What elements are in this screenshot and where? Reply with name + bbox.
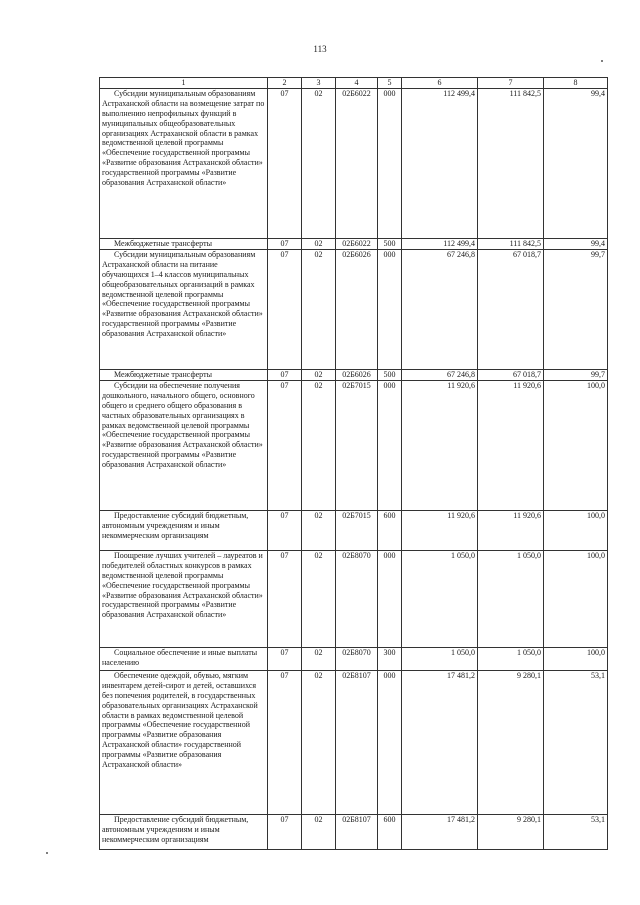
executed-amount: 67 018,7 (478, 369, 544, 380)
subsection-code: 02 (302, 380, 336, 510)
section-code: 07 (268, 647, 302, 670)
executed-amount: 11 920,6 (478, 380, 544, 510)
target-article-code: 02Б6022 (336, 238, 378, 249)
expense-type-code: 000 (378, 380, 402, 510)
execution-percent: 53,1 (544, 670, 608, 814)
executed-amount: 11 920,6 (478, 510, 544, 550)
row-name: Межбюджетные трансферты (100, 238, 268, 249)
execution-percent: 99,4 (544, 238, 608, 249)
planned-amount: 1 050,0 (402, 647, 478, 670)
target-article-code: 02Б7015 (336, 510, 378, 550)
planned-amount: 17 481,2 (402, 814, 478, 849)
header-cell-2: 2 (268, 78, 302, 89)
table-row (100, 88, 608, 238)
table-row (100, 814, 608, 849)
expense-type-code: 000 (378, 88, 402, 238)
expense-type-code: 000 (378, 670, 402, 814)
executed-amount: 1 050,0 (478, 550, 544, 647)
expense-type-code: 500 (378, 369, 402, 380)
target-article-code: 02Б8107 (336, 814, 378, 849)
execution-percent: 100,0 (544, 380, 608, 510)
row-name: Субсидии муниципальным образованиям Астраханской области на питание обучающихся 1–4 классов муниципальных общеобразовательных организаций в рамках ведомственной целевой программы «Обеспечение государственной программы «Развитие образования Астраханской области» государственной программы «Развитие образования Астраханской области» (100, 249, 268, 369)
execution-percent: 99,4 (544, 88, 608, 238)
subsection-code: 02 (302, 88, 336, 238)
section-code: 07 (268, 380, 302, 510)
section-code: 07 (268, 238, 302, 249)
expense-type-code: 000 (378, 550, 402, 647)
section-code: 07 (268, 88, 302, 238)
executed-amount: 1 050,0 (478, 647, 544, 670)
section-code: 07 (268, 550, 302, 647)
row-name: Предоставление субсидий бюджетным, автономным учреждениям и иным некоммерческим организациям (100, 510, 268, 550)
header-cell-6: 6 (402, 78, 478, 89)
planned-amount: 67 246,8 (402, 369, 478, 380)
executed-amount: 9 280,1 (478, 670, 544, 814)
execution-percent: 99,7 (544, 369, 608, 380)
table-row (100, 380, 608, 510)
execution-percent: 100,0 (544, 550, 608, 647)
planned-amount: 11 920,6 (402, 380, 478, 510)
planned-amount: 1 050,0 (402, 550, 478, 647)
section-code: 07 (268, 814, 302, 849)
subsection-code: 02 (302, 249, 336, 369)
table-row (100, 249, 608, 369)
page-number: 113 (313, 44, 327, 54)
table-row (100, 369, 608, 380)
budget-table (99, 77, 608, 850)
planned-amount: 112 499,4 (402, 88, 478, 238)
table-row (100, 238, 608, 249)
execution-percent: 99,7 (544, 249, 608, 369)
executed-amount: 67 018,7 (478, 249, 544, 369)
row-name: Социальное обеспечение и иные выплаты населению (100, 647, 268, 670)
header-cell-3: 3 (302, 78, 336, 89)
row-name: Межбюджетные трансферты (100, 369, 268, 380)
executed-amount: 111 842,5 (478, 88, 544, 238)
planned-amount: 112 499,4 (402, 238, 478, 249)
target-article-code: 02Б6026 (336, 369, 378, 380)
subsection-code: 02 (302, 510, 336, 550)
scan-speck (601, 60, 603, 62)
execution-percent: 53,1 (544, 814, 608, 849)
expense-type-code: 500 (378, 238, 402, 249)
subsection-code: 02 (302, 670, 336, 814)
target-article-code: 02Б8107 (336, 670, 378, 814)
table-row (100, 510, 608, 550)
expense-type-code: 300 (378, 647, 402, 670)
target-article-code: 02Б8070 (336, 647, 378, 670)
subsection-code: 02 (302, 369, 336, 380)
target-article-code: 02Б8070 (336, 550, 378, 647)
target-article-code: 02Б6026 (336, 249, 378, 369)
execution-percent: 100,0 (544, 510, 608, 550)
executed-amount: 9 280,1 (478, 814, 544, 849)
table-row (100, 670, 608, 814)
header-cell-7: 7 (478, 78, 544, 89)
row-name: Поощрение лучших учителей – лауреатов и победителей областных конкурсов в рамках ведомственной целевой программы «Обеспечение государственной программы «Развитие образования Астраханской области» государственной программы «Развитие образования Астраханской области» (100, 550, 268, 647)
expense-type-code: 600 (378, 510, 402, 550)
expense-type-code: 600 (378, 814, 402, 849)
section-code: 07 (268, 670, 302, 814)
row-name: Обеспечение одеждой, обувью, мягким инвентарем детей-сирот и детей, оставшихся без попечения родителей, в государственных образовательных организациях Астраханской области в рамках ведомственной целевой программы «Обеспечение государственной программы «Развитие образования Астраханской области» государственной программы «Развитие образования Астраханской области» (100, 670, 268, 814)
target-article-code: 02Б6022 (336, 88, 378, 238)
target-article-code: 02Б7015 (336, 380, 378, 510)
planned-amount: 17 481,2 (402, 670, 478, 814)
row-name: Субсидии муниципальным образованиям Астраханской области на возмещение затрат по выполнению непрофильных функций в муниципальных общеобразовательных организациях Астраханской области в рамках ведомственной целевой программы «Обеспечение государственной программы «Развитие образования Астраханской области» государственной программы «Развитие образования Астраханской области» (100, 88, 268, 238)
header-cell-8: 8 (544, 78, 608, 89)
execution-percent: 100,0 (544, 647, 608, 670)
subsection-code: 02 (302, 814, 336, 849)
subsection-code: 02 (302, 550, 336, 647)
row-name: Субсидии на обеспечение получения дошкольного, начального общего, основного общего и среднего общего образования в частных образовательных организациях в рамках ведомственной целевой программы «Обеспечение государственной программы «Развитие образования Астраханской области» государственной программы «Развитие образования Астраханской области» (100, 380, 268, 510)
executed-amount: 111 842,5 (478, 238, 544, 249)
section-code: 07 (268, 369, 302, 380)
scan-speck (46, 852, 48, 854)
planned-amount: 67 246,8 (402, 249, 478, 369)
header-cell-1: 1 (100, 78, 268, 89)
planned-amount: 11 920,6 (402, 510, 478, 550)
row-name: Предоставление субсидий бюджетным, автономным учреждениям и иным некоммерческим организациям (100, 814, 268, 849)
section-code: 07 (268, 510, 302, 550)
table-row (100, 550, 608, 647)
table-row (100, 647, 608, 670)
header-cell-5: 5 (378, 78, 402, 89)
section-code: 07 (268, 249, 302, 369)
header-cell-4: 4 (336, 78, 378, 89)
header-row (100, 78, 608, 89)
expense-type-code: 000 (378, 249, 402, 369)
subsection-code: 02 (302, 238, 336, 249)
subsection-code: 02 (302, 647, 336, 670)
